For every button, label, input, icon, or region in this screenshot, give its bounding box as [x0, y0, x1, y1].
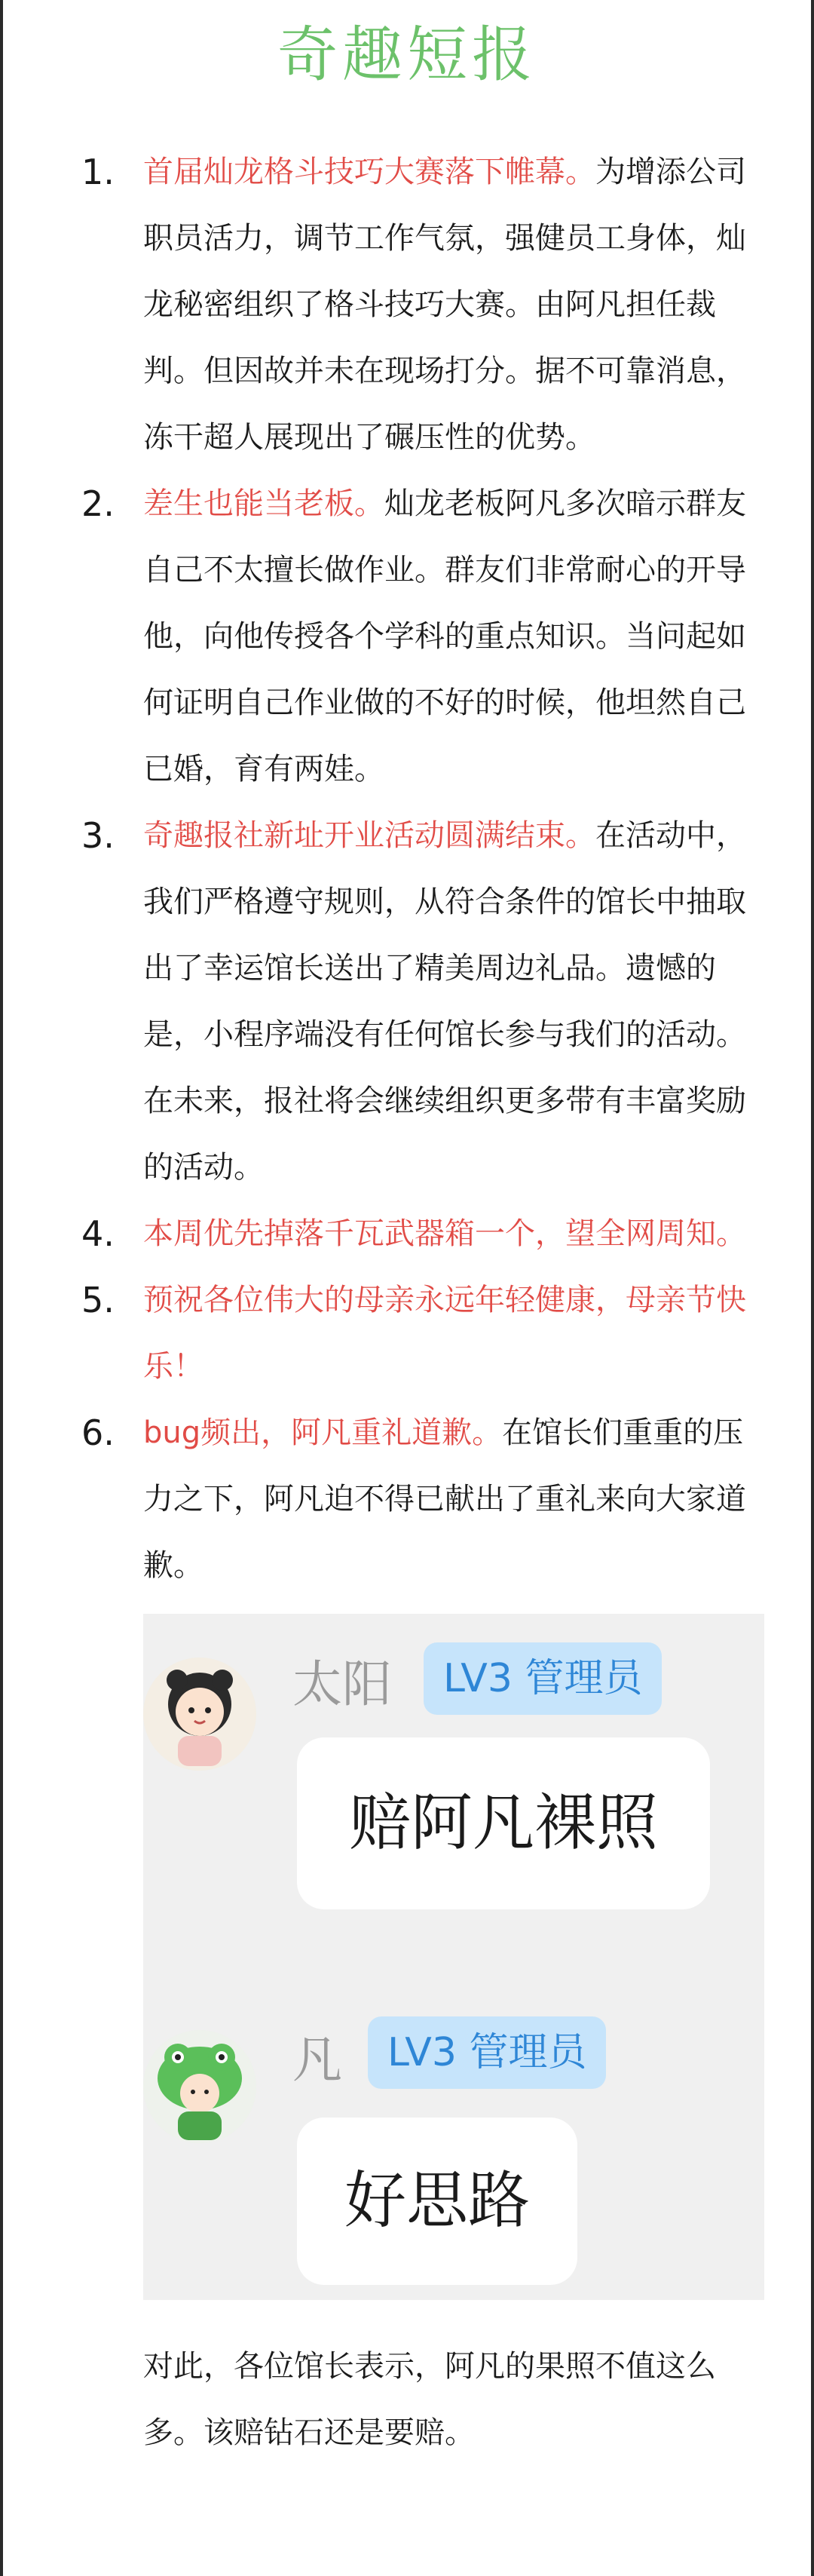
message-bubble: 好思路	[297, 2118, 577, 2285]
item-body: 灿龙老板阿凡多次暗示群友自己不太擅长做作业。群友们非常耐心的开导他，向他传授各个学科的重点知识。当问起如何证明自己作业做的不好的时候，他坦然自己已婚，育有两娃。	[143, 486, 746, 787]
item-headline: 差生也能当老板。	[143, 486, 384, 521]
frog-costume-avatar-icon	[143, 2030, 256, 2143]
news-list	[3, 139, 811, 1599]
cartoon-girl-avatar-icon	[143, 1658, 256, 1771]
chat-screenshot	[143, 1614, 764, 2300]
page-title: 奇趣短报	[277, 20, 537, 90]
item-headline: bug频出，阿凡重礼道歉。	[143, 1415, 503, 1450]
item-number: 2.	[81, 483, 115, 524]
list-item	[3, 471, 811, 802]
list-item	[3, 802, 811, 1201]
item-headline: 奇趣报社新址开业活动圆满结束。	[143, 818, 595, 853]
item-body: 在活动中，我们严格遵守规则，从符合条件的馆长中抽取出了幸运馆长送出了精美周边礼品。遗憾的是，小程序端没有任何馆长参与我们的活动。在未来，报社将会继续组织更多带有丰富奖励的活动。	[143, 818, 746, 1185]
item-number: 3.	[81, 815, 115, 856]
item-number: 4.	[81, 1213, 115, 1254]
sender-name: 凡	[292, 2031, 342, 2089]
item-headline: 预祝各位伟大的母亲永远年轻健康，母亲节快乐！	[143, 1283, 746, 1384]
list-item	[3, 1267, 811, 1400]
item-body: 为增添公司职员活力，调节工作气氛，强健员工身体，灿龙秘密组织了格斗技巧大赛。由阿凡担任裁判。但因故并未在现场打分。据不可靠消息，冻干超人展现出了碾压性的优势。	[143, 155, 746, 455]
item-number: 5.	[81, 1280, 115, 1320]
role-badge: LV3 管理员	[424, 1642, 662, 1715]
item-number: 6.	[81, 1412, 115, 1453]
list-item	[3, 139, 811, 471]
item-number: 1.	[81, 152, 115, 192]
list-item	[3, 1400, 811, 1599]
avatar	[143, 2030, 256, 2143]
message-bubble: 赔阿凡裸照	[297, 1737, 710, 1909]
closing-paragraph: 对此，各位馆长表示，阿凡的果照不值这么多。该赔钻石还是要赔。	[143, 2349, 716, 2450]
item-headline: 首届灿龙格斗技巧大赛落下帷幕。	[143, 155, 595, 189]
item-body: 在馆长们重重的压力之下，阿凡迫不得已献出了重礼来向大家道歉。	[143, 1415, 746, 1583]
list-item	[3, 1201, 811, 1267]
role-badge: LV3 管理员	[368, 2016, 606, 2089]
item-headline: 本周优先掉落千瓦武器箱一个，望全网周知。	[143, 1216, 746, 1251]
avatar	[143, 1658, 256, 1771]
sender-name: 太阳	[292, 1655, 392, 1713]
